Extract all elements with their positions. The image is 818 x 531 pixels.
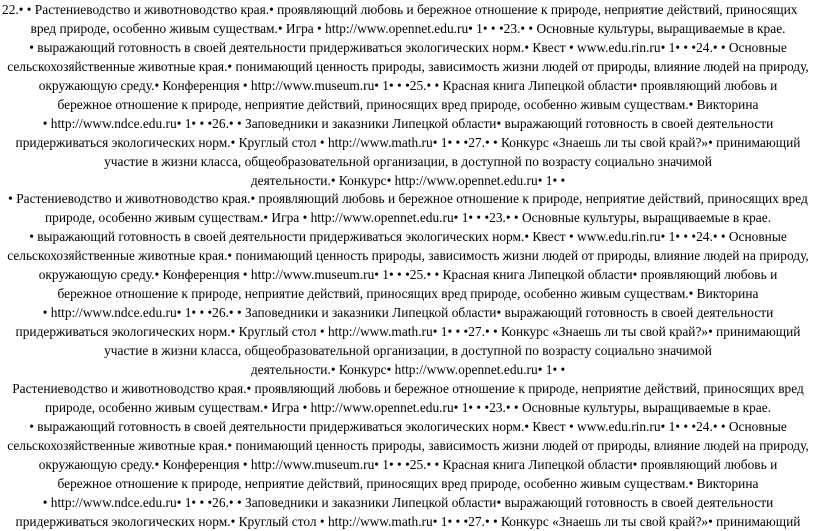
text-line: придерживаться экологических норм.• Круглый стол • http://www.math.ru• 1• • •27.• • Конкурс «Знаешь ли ты свой край?»• принимающий	[15, 324, 801, 339]
text-line: деятельности.• Конкурс• http://www.opennet.edu.ru• 1• •	[250, 362, 566, 377]
text-line: природе, особенно живым существам.• Игра • http://www.opennet.edu.ru• 1• • •23.• • Основные культуры, выращиваемые в крае.	[44, 210, 772, 225]
text-line: вред природе, особенно живым существам.• Игра • http://www.opennet.edu.ru• 1• • •23.• • Основные культуры, выращиваемые в крае.	[30, 21, 786, 36]
text-line: природе, особенно живым существам.• Игра • http://www.opennet.edu.ru• 1• • •23.• • Основные культуры, выращиваемые в крае.	[44, 400, 772, 415]
text-line: окружающую среду.• Конференция • http://www.museum.ru• 1• • •25.• • Красная книга Липецкой области• проявляющий любовь и	[38, 457, 778, 472]
text-line: сельскохозяйственные животные края.• понимающий ценность природы, зависимость жизни людей от природы, влияние людей на природу,	[7, 59, 809, 74]
text-line: бережное отношение к природе, неприятие действий, приносящих вред природе, особенно живым существам.• Викторина	[57, 97, 759, 112]
text-line: участие в жизни класса, общеобразовательной организации, в доступной по возрасту социально значимой	[104, 343, 712, 358]
text-line: • Растениеводство и животноводство края.• проявляющий любовь и бережное отношение к природе, неприятие действий, приносящих вред	[8, 191, 808, 206]
text-line: • http://www.ndce.edu.ru• 1• • •26.• • Заповедники и заказники Липецкой области• выражающий готовность в своей деятельности	[42, 116, 774, 131]
text-line: бережное отношение к природе, неприятие действий, приносящих вред природе, особенно живым существам.• Викторина	[57, 476, 759, 491]
text-line: • http://www.ndce.edu.ru• 1• • •26.• • Заповедники и заказники Липецкой области• выражающий готовность в своей деятельности	[42, 495, 774, 510]
text-line: • выражающий готовность в своей деятельности придерживаться экологических норм.• Квест • www.edu.rin.ru• 1• • •24.• • Основные	[29, 419, 787, 434]
text-line: участие в жизни класса, общеобразовательной организации, в доступной по возрасту социально значимой	[104, 154, 712, 169]
text-line: придерживаться экологических норм.• Круглый стол • http://www.math.ru• 1• • •27.• • Конкурс «Знаешь ли ты свой край?»• принимающий	[15, 514, 801, 529]
text-line: окружающую среду.• Конференция • http://www.museum.ru• 1• • •25.• • Красная книга Липецкой области• проявляющий любовь и	[38, 267, 778, 282]
text-line: сельскохозяйственные животные края.• понимающий ценность природы, зависимость жизни людей от природы, влияние людей на природу,	[7, 248, 809, 263]
text-line: 22.• • Растениеводство и животноводство края.• проявляющий любовь и бережное отношение к природе, неприятие действий, приносящих	[2, 2, 798, 17]
text-line: сельскохозяйственные животные края.• понимающий ценность природы, зависимость жизни людей от природы, влияние людей на природу,	[7, 438, 809, 453]
text-line: окружающую среду.• Конференция • http://www.museum.ru• 1• • •25.• • Красная книга Липецкой области• проявляющий любовь и	[38, 78, 778, 93]
text-line: • выражающий готовность в своей деятельности придерживаться экологических норм.• Квест • www.edu.rin.ru• 1• • •24.• • Основные	[29, 229, 787, 244]
text-line: деятельности.• Конкурс• http://www.opennet.edu.ru• 1• •	[250, 173, 566, 188]
text-line: придерживаться экологических норм.• Круглый стол • http://www.math.ru• 1• • •27.• • Конкурс «Знаешь ли ты свой край?»• принимающий	[15, 135, 801, 150]
text-line: Растениеводство и животноводство края.• проявляющий любовь и бережное отношение к природе, неприятие действий, приносящих вред	[12, 381, 804, 396]
text-line: • http://www.ndce.edu.ru• 1• • •26.• • Заповедники и заказники Липецкой области• выражающий готовность в своей деятельности	[42, 305, 774, 320]
text-line: бережное отношение к природе, неприятие действий, приносящих вред природе, особенно живым существам.• Викторина	[57, 286, 759, 301]
text-line: • выражающий готовность в своей деятельности придерживаться экологических норм.• Квест • www.edu.rin.ru• 1• • •24.• • Основные	[29, 40, 787, 55]
